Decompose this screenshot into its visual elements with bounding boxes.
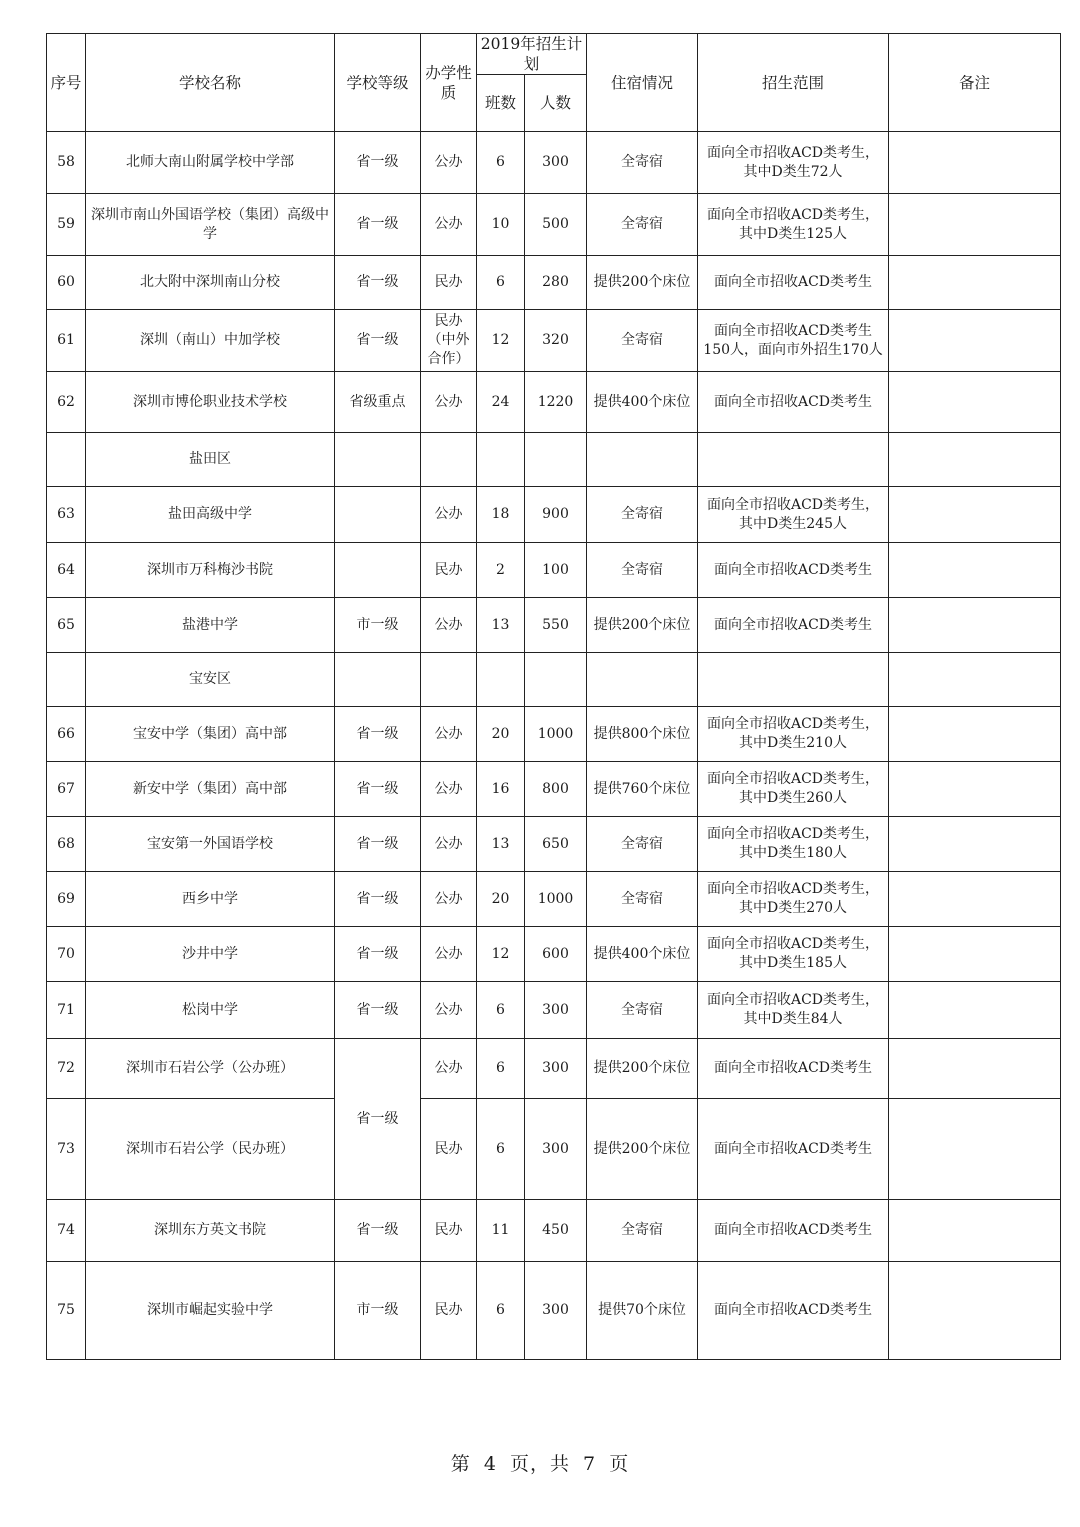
cell-school-grade: 省一级: [335, 872, 421, 927]
cell-school-name: 松岗中学: [86, 982, 335, 1039]
table-row: [47, 598, 1061, 653]
cell-classes: 10: [477, 194, 525, 256]
cell-people: [525, 433, 587, 487]
footer-prefix: 第: [450, 1453, 471, 1475]
cell-housing: 全寄宿: [587, 817, 698, 872]
cell-people: [525, 653, 587, 707]
enrollment-sheet: [46, 33, 1060, 1360]
cell-classes: 13: [477, 817, 525, 872]
header-seq: 序号: [47, 34, 86, 132]
cell-school-nature: 公办: [421, 1039, 477, 1099]
cell-seq: [47, 433, 86, 487]
cell-seq: 72: [47, 1039, 86, 1099]
cell-scope: 面向全市招收ACD类考生，其中D类生72人: [698, 132, 889, 194]
cell-people: 500: [525, 194, 587, 256]
cell-school-grade: 省一级: [335, 707, 421, 762]
header-people: 人数: [525, 75, 587, 132]
cell-classes: 12: [477, 927, 525, 982]
cell-school-nature: 公办: [421, 132, 477, 194]
cell-school-name: 深圳市万科梅沙书院: [86, 543, 335, 598]
table-row: [47, 1200, 1061, 1262]
cell-people: 320: [525, 310, 587, 372]
header-enrollment-plan: 2019年招生计划: [477, 34, 587, 75]
footer-total-pages: 7: [583, 1453, 597, 1475]
cell-scope: [698, 433, 889, 487]
cell-school-grade: 省一级: [335, 132, 421, 194]
cell-housing: 提供760个床位: [587, 762, 698, 817]
district-name: 盐田区: [86, 433, 335, 487]
cell-school-grade: 省一级: [335, 927, 421, 982]
cell-school-grade: 省级重点: [335, 372, 421, 433]
cell-scope: 面向全市招收ACD类考生: [698, 1200, 889, 1262]
cell-school-name: 宝安中学（集团）高中部: [86, 707, 335, 762]
cell-housing: 全寄宿: [587, 982, 698, 1039]
table-row: [47, 762, 1061, 817]
cell-people: 1000: [525, 707, 587, 762]
cell-seq: 62: [47, 372, 86, 433]
cell-scope: 面向全市招收ACD类考生: [698, 1262, 889, 1360]
cell-scope: 面向全市招收ACD类考生，其中D类生245人: [698, 487, 889, 543]
table-row: [47, 487, 1061, 543]
cell-seq: [47, 653, 86, 707]
cell-school-nature: 民办（中外合作）: [421, 310, 477, 372]
cell-scope: 面向全市招收ACD类考生，其中D类生185人: [698, 927, 889, 982]
table-row: [47, 1099, 1061, 1200]
cell-classes: 13: [477, 598, 525, 653]
cell-remark: [889, 1200, 1061, 1262]
cell-people: 300: [525, 132, 587, 194]
cell-school-name: 深圳市南山外国语学校（集团）高级中学: [86, 194, 335, 256]
cell-classes: 11: [477, 1200, 525, 1262]
cell-school-name: 深圳市石岩公学（民办班）: [86, 1099, 335, 1200]
cell-school-name: 盐港中学: [86, 598, 335, 653]
cell-people: 300: [525, 1099, 587, 1200]
cell-seq: 65: [47, 598, 86, 653]
cell-school-nature: 公办: [421, 707, 477, 762]
cell-housing: 提供200个床位: [587, 1099, 698, 1200]
cell-school-nature: 公办: [421, 872, 477, 927]
table-row: [47, 817, 1061, 872]
cell-school-name: 宝安第一外国语学校: [86, 817, 335, 872]
cell-classes: [477, 653, 525, 707]
cell-school-name: 盐田高级中学: [86, 487, 335, 543]
cell-remark: [889, 762, 1061, 817]
cell-seq: 63: [47, 487, 86, 543]
cell-school-name: 沙井中学: [86, 927, 335, 982]
cell-seq: 61: [47, 310, 86, 372]
header-housing: 住宿情况: [587, 34, 698, 132]
cell-people: 300: [525, 1262, 587, 1360]
cell-school-nature: 公办: [421, 927, 477, 982]
cell-school-grade: 市一级: [335, 1262, 421, 1360]
cell-classes: [477, 433, 525, 487]
cell-school-grade: [335, 653, 421, 707]
cell-people: 550: [525, 598, 587, 653]
table-row: [47, 927, 1061, 982]
cell-scope: 面向全市招收ACD类考生，其中D类生260人: [698, 762, 889, 817]
cell-remark: [889, 1099, 1061, 1200]
cell-classes: 2: [477, 543, 525, 598]
cell-classes: 6: [477, 1099, 525, 1200]
cell-classes: 24: [477, 372, 525, 433]
cell-housing: 提供200个床位: [587, 598, 698, 653]
table-row: [47, 1262, 1061, 1360]
cell-classes: 16: [477, 762, 525, 817]
cell-school-name: 深圳市博伦职业技术学校: [86, 372, 335, 433]
cell-remark: [889, 543, 1061, 598]
cell-scope: 面向全市招收ACD类考生: [698, 543, 889, 598]
cell-remark: [889, 1039, 1061, 1099]
cell-school-grade: [335, 487, 421, 543]
cell-remark: [889, 194, 1061, 256]
cell-school-nature: 民办: [421, 256, 477, 310]
cell-housing: 全寄宿: [587, 1200, 698, 1262]
cell-school-name: 深圳东方英文书院: [86, 1200, 335, 1262]
cell-people: 900: [525, 487, 587, 543]
cell-housing: 提供800个床位: [587, 707, 698, 762]
table-row: [47, 256, 1061, 310]
cell-classes: 6: [477, 1039, 525, 1099]
cell-scope: 面向全市招收ACD类考生: [698, 256, 889, 310]
table-row: [47, 310, 1061, 372]
cell-school-grade: 省一级: [335, 310, 421, 372]
cell-remark: [889, 982, 1061, 1039]
cell-remark: [889, 817, 1061, 872]
cell-remark: [889, 310, 1061, 372]
cell-scope: 面向全市招收ACD类考生，其中D类生84人: [698, 982, 889, 1039]
cell-school-name: 北大附中深圳南山分校: [86, 256, 335, 310]
cell-seq: 75: [47, 1262, 86, 1360]
table-row: [47, 707, 1061, 762]
cell-classes: 6: [477, 982, 525, 1039]
cell-remark: [889, 256, 1061, 310]
cell-housing: 提供200个床位: [587, 1039, 698, 1099]
table-row: [47, 872, 1061, 927]
cell-housing: [587, 433, 698, 487]
cell-people: 1220: [525, 372, 587, 433]
enrollment-table: [46, 33, 1061, 1360]
cell-school-grade: [335, 433, 421, 487]
footer-middle: 页，共: [509, 1453, 570, 1475]
cell-seq: 69: [47, 872, 86, 927]
table-row: [47, 543, 1061, 598]
cell-remark: [889, 372, 1061, 433]
cell-classes: 6: [477, 256, 525, 310]
cell-classes: 12: [477, 310, 525, 372]
cell-seq: 66: [47, 707, 86, 762]
header-school-nature: 办学性质: [421, 34, 477, 132]
cell-school-nature: 民办: [421, 1099, 477, 1200]
cell-school-grade: [335, 543, 421, 598]
cell-school-grade: 省一级: [335, 817, 421, 872]
cell-scope: 面向全市招收ACD类考生: [698, 1039, 889, 1099]
cell-remark: [889, 707, 1061, 762]
cell-housing: 提供400个床位: [587, 372, 698, 433]
header-school-grade: 学校等级: [335, 34, 421, 132]
cell-remark: [889, 598, 1061, 653]
cell-seq: 70: [47, 927, 86, 982]
header-row: [47, 34, 1061, 75]
cell-seq: 64: [47, 543, 86, 598]
cell-remark: [889, 433, 1061, 487]
cell-seq: 74: [47, 1200, 86, 1262]
cell-housing: 全寄宿: [587, 543, 698, 598]
cell-classes: 20: [477, 872, 525, 927]
cell-scope: 面向全市招收ACD类考生150人，面向市外招生170人: [698, 310, 889, 372]
cell-classes: 20: [477, 707, 525, 762]
header-scope: 招生范围: [698, 34, 889, 132]
cell-scope: 面向全市招收ACD类考生，其中D类生210人: [698, 707, 889, 762]
cell-school-nature: 民办: [421, 1200, 477, 1262]
cell-scope: 面向全市招收ACD类考生，其中D类生180人: [698, 817, 889, 872]
cell-remark: [889, 132, 1061, 194]
cell-seq: 67: [47, 762, 86, 817]
cell-seq: 58: [47, 132, 86, 194]
cell-housing: [587, 653, 698, 707]
cell-people: 100: [525, 543, 587, 598]
cell-housing: 提供400个床位: [587, 927, 698, 982]
cell-school-grade: 省一级: [335, 982, 421, 1039]
cell-remark: [889, 927, 1061, 982]
cell-housing: 提供70个床位: [587, 1262, 698, 1360]
cell-classes: 6: [477, 132, 525, 194]
cell-remark: [889, 487, 1061, 543]
cell-people: 300: [525, 1039, 587, 1099]
table-row: [47, 982, 1061, 1039]
cell-seq: 73: [47, 1099, 86, 1200]
table-row: [47, 1039, 1061, 1099]
cell-school-grade: 省一级: [335, 762, 421, 817]
cell-classes: 18: [477, 487, 525, 543]
district-name: 宝安区: [86, 653, 335, 707]
cell-school-nature: 民办: [421, 543, 477, 598]
cell-school-name: 新安中学（集团）高中部: [86, 762, 335, 817]
cell-housing: 全寄宿: [587, 872, 698, 927]
cell-seq: 59: [47, 194, 86, 256]
table-row: [47, 372, 1061, 433]
header-remark: 备注: [889, 34, 1061, 132]
cell-school-name: 深圳（南山）中加学校: [86, 310, 335, 372]
cell-remark: [889, 872, 1061, 927]
cell-school-nature: 公办: [421, 194, 477, 256]
cell-seq: 60: [47, 256, 86, 310]
district-row: [47, 653, 1061, 707]
cell-school-nature: 公办: [421, 762, 477, 817]
cell-scope: 面向全市招收ACD类考生: [698, 1099, 889, 1200]
cell-seq: 71: [47, 982, 86, 1039]
cell-classes: 6: [477, 1262, 525, 1360]
cell-seq: 68: [47, 817, 86, 872]
cell-remark: [889, 1262, 1061, 1360]
cell-remark: [889, 653, 1061, 707]
header-classes: 班数: [477, 75, 525, 132]
footer-suffix: 页: [609, 1453, 630, 1475]
cell-school-nature: 民办: [421, 1262, 477, 1360]
header-school-name: 学校名称: [86, 34, 335, 132]
cell-people: 280: [525, 256, 587, 310]
table-row: [47, 194, 1061, 256]
cell-school-grade: 省一级: [335, 1039, 421, 1200]
cell-people: 800: [525, 762, 587, 817]
cell-people: 1000: [525, 872, 587, 927]
cell-school-nature: 公办: [421, 487, 477, 543]
cell-school-nature: 公办: [421, 982, 477, 1039]
cell-housing: 全寄宿: [587, 310, 698, 372]
cell-school-nature: 公办: [421, 372, 477, 433]
cell-people: 650: [525, 817, 587, 872]
cell-school-grade: 省一级: [335, 194, 421, 256]
cell-school-grade: 省一级: [335, 1200, 421, 1262]
cell-scope: 面向全市招收ACD类考生，其中D类生125人: [698, 194, 889, 256]
cell-school-name: 北师大南山附属学校中学部: [86, 132, 335, 194]
cell-people: 600: [525, 927, 587, 982]
footer-page-number: 4: [483, 1453, 497, 1475]
cell-housing: 提供200个床位: [587, 256, 698, 310]
cell-people: 300: [525, 982, 587, 1039]
table-row: [47, 132, 1061, 194]
cell-housing: 全寄宿: [587, 194, 698, 256]
cell-school-name: 深圳市石岩公学（公办班）: [86, 1039, 335, 1099]
cell-school-name: 深圳市崛起实验中学: [86, 1262, 335, 1360]
cell-people: 450: [525, 1200, 587, 1262]
cell-scope: 面向全市招收ACD类考生: [698, 598, 889, 653]
cell-school-nature: [421, 653, 477, 707]
district-row: [47, 433, 1061, 487]
cell-scope: 面向全市招收ACD类考生，其中D类生270人: [698, 872, 889, 927]
cell-school-nature: 公办: [421, 817, 477, 872]
cell-housing: 全寄宿: [587, 132, 698, 194]
cell-school-grade: 省一级: [335, 256, 421, 310]
cell-school-nature: 公办: [421, 598, 477, 653]
cell-scope: 面向全市招收ACD类考生: [698, 372, 889, 433]
cell-school-name: 西乡中学: [86, 872, 335, 927]
page-footer: [0, 1449, 1080, 1476]
cell-school-grade: 市一级: [335, 598, 421, 653]
cell-scope: [698, 653, 889, 707]
cell-housing: 全寄宿: [587, 487, 698, 543]
cell-school-nature: [421, 433, 477, 487]
